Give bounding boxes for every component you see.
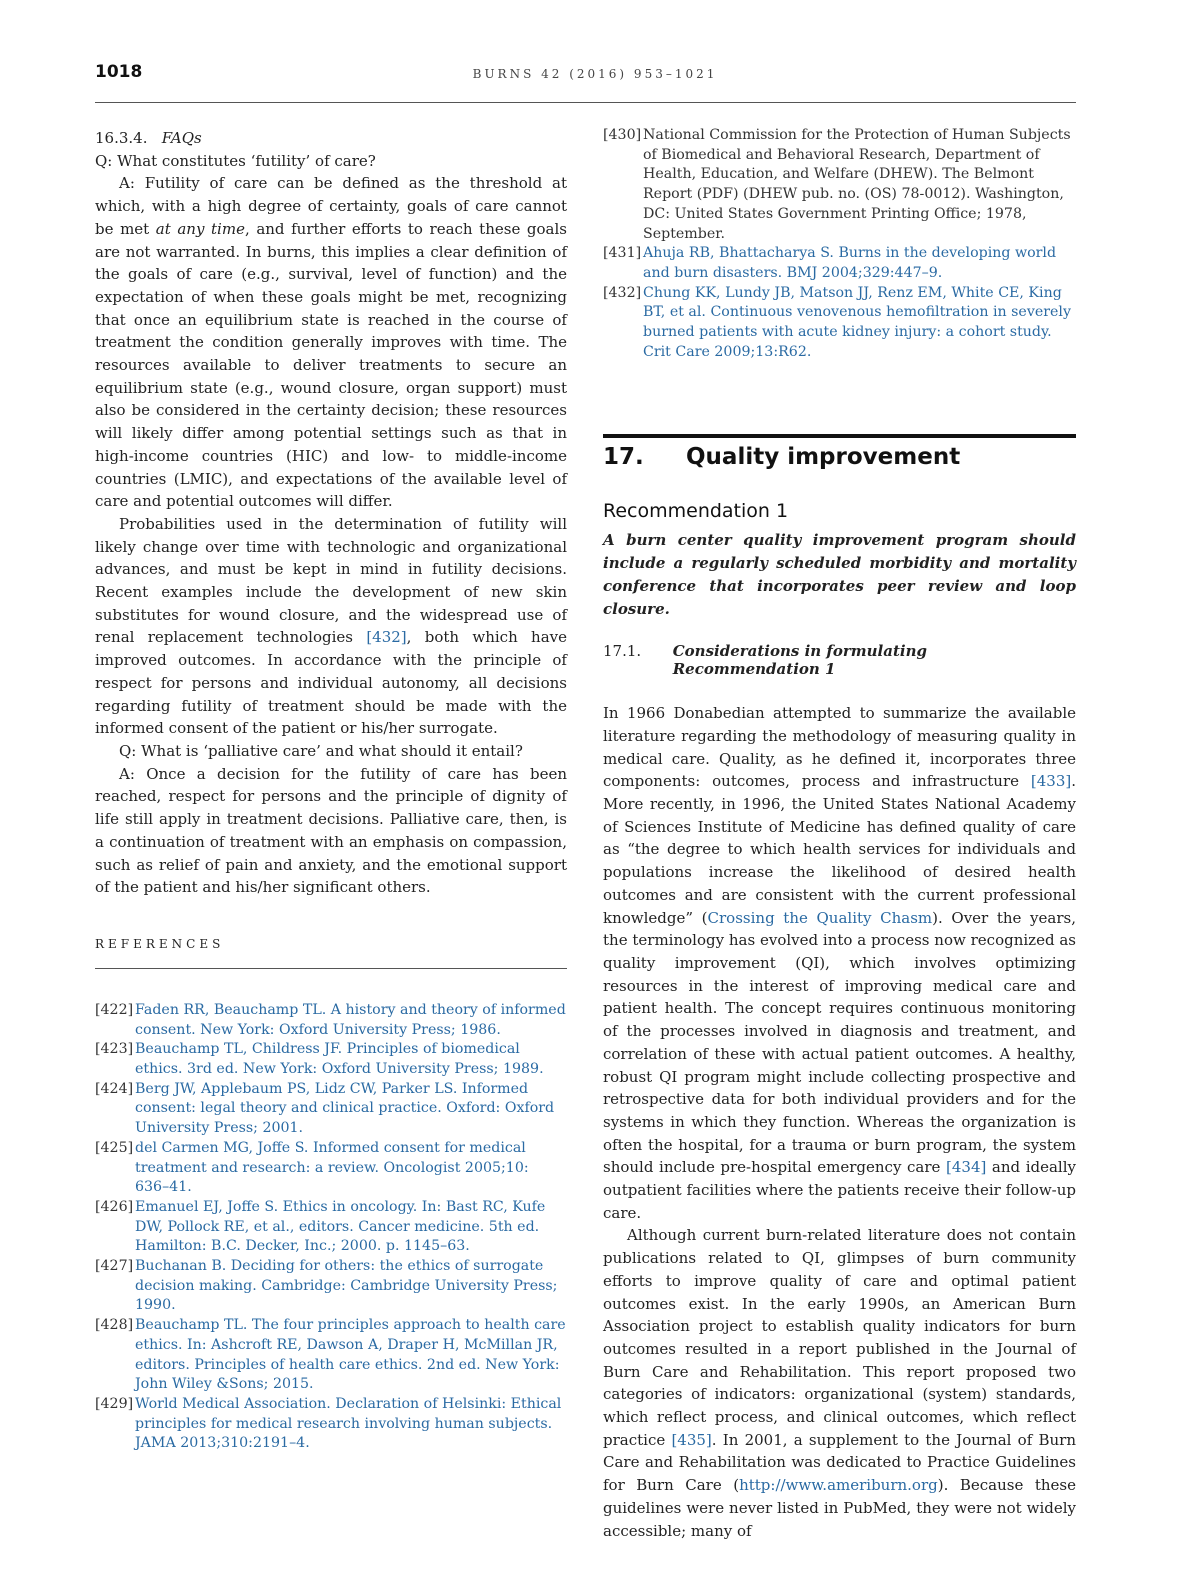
- body-text: . In 2001, a supplement to the Journal of Burn Care and Rehabilitation was dedicated to Practice Guidelines for Burn Care (: [603, 1430, 1076, 1495]
- crossing-quality-chasm-link[interactable]: Crossing the Quality Chasm: [707, 908, 933, 927]
- subsection-title: Considerations in formulating Recommendation 1: [672, 642, 927, 679]
- reference-link[interactable]: Ahuja RB, Bhattacharya S. Burns in the developing world and burn disasters. BMJ 2004;329:447–9.: [643, 245, 1057, 281]
- answer-1-emphasis: at any time: [155, 219, 245, 238]
- references-heading: REFERENCES: [95, 936, 225, 951]
- subsection-number: 17.1.: [603, 642, 642, 661]
- faq-number: 16.3.4.: [95, 129, 148, 147]
- body-text: ). Because these guidelines were never listed in PubMed, they were not widely accessible; many of: [603, 1476, 1076, 1540]
- reference-link[interactable]: World Medical Association. Declaration of Helsinki: Ethical principles for medical research involving human subjects. JAMA 2013;310:2191–4.: [135, 1395, 562, 1452]
- faq-question-2: Q: What is ‘palliative care’ and what should it entail?: [119, 741, 523, 760]
- answer-1-text: A: Futility of care can be defined as the threshold at which, with a high degree of certainty, goals of care cannot be met: [95, 174, 567, 238]
- reference-number: [425]: [95, 1139, 134, 1156]
- section-heading: [603, 444, 1076, 470]
- faq-title: FAQs: [161, 129, 202, 147]
- reference-number: [427]: [95, 1258, 134, 1275]
- reference-item: [95, 1080, 567, 1139]
- recommendation-text: A burn center quality improvement program should include a regularly scheduled morbidity and mortality conference that incorporates peer review and loop closure.: [603, 531, 1076, 618]
- reference-item: [603, 284, 1076, 363]
- reference-link[interactable]: Berg JW, Applebaum PS, Lidz CW, Parker LS. Informed consent: legal theory and clinical practice. Oxford: Oxford University Press; 2001.: [135, 1080, 555, 1137]
- futility-text: Probabilities used in the determination of futility will likely change over time with technologic and organizational advances, and must be kept in mind in futility decisions. Recent examples include the development of new skin substitutes for wound closure, and the widespread use of renal replacement technologies: [95, 514, 567, 647]
- reference-item: [603, 244, 1076, 283]
- reference-link[interactable]: Chung KK, Lundy JB, Matson JJ, Renz EM, White CE, King BT, et al. Continuous venovenous hemofiltration in severely burned patients with acute kidney injury: a cohort study. Crit Care 2009;13:R62.: [643, 284, 1071, 360]
- body-text: and ideally outpatient facilities where the patients receive their follow-up care.: [603, 1158, 1077, 1222]
- reference-item: [95, 1040, 567, 1079]
- reference-link[interactable]: Emanuel EJ, Joffe S. Ethics in oncology. In: Bast RC, Kufe DW, Pollock RE, et al., editors. Cancer medicine. 5th ed. Hamilton: B.C. Decker, Inc.; 2000. p. 1145–63.: [135, 1198, 546, 1255]
- faq-answer-1: [95, 172, 567, 513]
- body-text: In 1966 Donabedian attempted to summarize the available literature regarding the methodology of measuring quality in medical care. Quality, as he defined it, incorporates three components: outcomes, process and infrastructure: [603, 704, 1076, 791]
- reference-number: [426]: [95, 1198, 134, 1215]
- body-paragraph: [603, 1224, 1076, 1542]
- references-divider: [95, 968, 567, 969]
- faq-answer-2: A: Once a decision for the futility of care has been reached, respect for persons and the principle of dignity of life still apply in treatment decisions. Palliative care, then, is a continuation of treatment with an emphasis on compassion, such as relief of pain and anxiety, and the emotional support of the patient and his/her significant others.: [95, 764, 567, 897]
- reference-item: [603, 126, 1076, 244]
- subsection-heading: [603, 642, 1076, 678]
- reference-number: [422]: [95, 1001, 134, 1018]
- reference-list-right: [603, 126, 1076, 362]
- citation-link-435[interactable]: [435]: [671, 1430, 712, 1449]
- section-title: Quality improvement: [686, 444, 961, 471]
- reference-item: [95, 1395, 567, 1454]
- right-column: [603, 126, 1076, 1542]
- reference-number: [431]: [603, 245, 642, 262]
- reference-number: [423]: [95, 1041, 134, 1058]
- page-number: 1018: [95, 62, 143, 82]
- reference-item: [95, 1316, 567, 1395]
- section-number: 17.: [603, 444, 644, 471]
- reference-number: [428]: [95, 1317, 134, 1334]
- reference-item: [95, 1001, 567, 1040]
- citation-link-434[interactable]: [434]: [946, 1158, 987, 1177]
- reference-list-left: [95, 1001, 567, 1454]
- reference-link[interactable]: Faden RR, Beauchamp TL. A history and theory of informed consent. New York: Oxford University Press; 1986.: [135, 1001, 566, 1038]
- section-divider: [603, 434, 1076, 438]
- left-column: [95, 126, 567, 1454]
- faq-subheading: [95, 127, 567, 150]
- recommendation-title: Recommendation 1: [603, 500, 789, 523]
- header-divider: [95, 102, 1076, 103]
- reference-text: National Commission for the Protection of Human Subjects of Biomedical and Behavioral Research, Department of Health, Education, and Welfare (DHEW). The Belmont Report (PDF) (DHEW pub. no. (OS) 78-0012). Washington, DC: United States Government Printing Office; 1978, September.: [643, 127, 1071, 242]
- ameriburn-url-link[interactable]: http://www.ameriburn.org: [739, 1476, 938, 1495]
- reference-number: [432]: [603, 284, 642, 301]
- reference-link[interactable]: Buchanan B. Deciding for others: the ethics of surrogate decision making. Cambridge: Cambridge University Press; 1990.: [135, 1258, 558, 1314]
- reference-item: [95, 1257, 567, 1316]
- faq-question-1: Q: What constitutes ‘futility’ of care?: [95, 151, 376, 170]
- considerations-body: [603, 702, 1076, 1542]
- reference-link[interactable]: Beauchamp TL. The four principles approach to health care ethics. In: Ashcroft RE, Dawson A, Draper H, McMillan JR, editors. Principles of health care ethics. 2nd ed. New York: John Wiley &Sons; 2015.: [135, 1317, 566, 1393]
- futility-paragraph: [95, 513, 567, 740]
- reference-number: [429]: [95, 1395, 134, 1412]
- body-paragraph: [603, 702, 1076, 1224]
- body-text: Although current burn-related literature does not contain publications related to QI, glimpses of burn community efforts to improve quality of care and optimal patient outcomes exist. In the early 1990s, an American Burn Association project to establish quality indicators for burn outcomes resulted in a report published in the Journal of Burn Care and Rehabilitation. This report proposed two categories of indicators: organizational (system) standards, which reflect process, and clinical outcomes, which reflect practice: [603, 1226, 1076, 1449]
- reference-link[interactable]: Beauchamp TL, Childress JF. Principles of biomedical ethics. 3rd ed. New York: Oxford University Press; 1989.: [135, 1041, 544, 1078]
- reference-number: [430]: [603, 127, 642, 143]
- reference-item: [95, 1139, 567, 1198]
- journal-running-header: BURNS 42 (2016) 953–1021: [472, 67, 718, 81]
- body-text: . More recently, in 1996, the United States National Academy of Sciences Institute of Medicine has defined quality of care as “the degree to which health services for individuals and populations increase the likelihood of desired health outcomes and are consistent with the current professional knowledge” (: [603, 772, 1076, 927]
- body-text: ). Over the years, the terminology has evolved into a process now recognized as quality improvement (QI), which involves optimizing resources in the interest of improving medical care and patient health. The concept requires continuous monitoring of the processes involved in diagnosis and treatment, and correlation of these with actual patient outcomes. A healthy, robust QI program might include collecting prospective and retrospective data for both individual providers and for the systems in which they function. Whereas the organization is often the hospital, for a trauma or burn program, the system should include pre-hospital emergency care: [603, 908, 1076, 1177]
- reference-item: [95, 1198, 567, 1257]
- futility-text-cont: , both which have improved outcomes. In accordance with the principle of respect for persons and individual autonomy, all decisions regarding futility of treatment should be made with the informed consent of the patient or his/her surrogate.: [95, 628, 567, 738]
- citation-link-432[interactable]: [432]: [366, 628, 407, 647]
- reference-link[interactable]: del Carmen MG, Joffe S. Informed consent for medical treatment and research: a review. Oncologist 2005;10: 636–41.: [135, 1139, 529, 1196]
- answer-1-text-cont: , and further efforts to reach these goals are not warranted. In burns, this implies a clear definition of the goals of care (e.g., survival, level of function) and the expectation of when these goals might be met, recognizing that once an equilibrium state is reached in the course of treatment the condition generally improves with time. The resources available to deliver treatments to secure an equilibrium state (e.g., wound closure, organ support) must also be considered in the certainty decision; these resources will likely differ among potential settings such as that in high-income countries (HIC) and low- to middle-income countries (LMIC), and expectations of the available level of care and potential outcomes will differ.: [95, 219, 567, 511]
- reference-number: [424]: [95, 1080, 134, 1097]
- citation-link-433[interactable]: [433]: [1030, 772, 1072, 791]
